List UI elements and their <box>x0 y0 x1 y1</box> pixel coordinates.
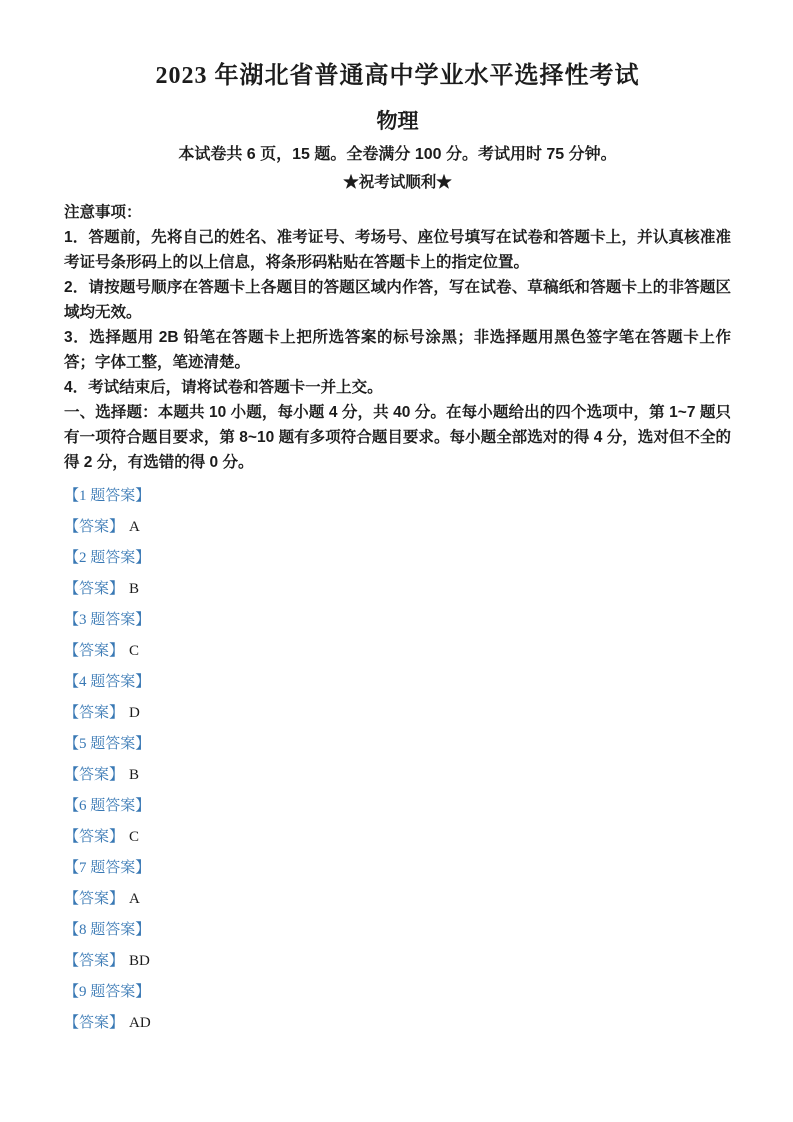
section-one-block <box>64 400 731 475</box>
answer-value: B <box>129 581 140 597</box>
question-7-answer-heading: 【7 题答案】 <box>64 860 151 876</box>
question-5-answer-heading: 【5 题答案】 <box>64 736 151 752</box>
question-3-answer-line <box>64 636 731 667</box>
question-9-answer-heading: 【9 题答案】 <box>64 984 151 1000</box>
answer-label: 【答案】 <box>64 705 125 721</box>
question-9-answer-line <box>64 1008 731 1039</box>
answer-label: 【答案】 <box>64 581 125 597</box>
answer-label: 【答案】 <box>64 519 125 535</box>
notice-item-1: 1．答题前，先将自己的姓名、准考证号、考场号、座位号填写在试卷和答题卡上，并认真核准准考证号条形码上的以上信息，将条形码粘贴在答题卡上的指定位置。 <box>64 229 731 271</box>
answer-value: A <box>129 891 140 907</box>
question-6-answer-line <box>64 822 731 853</box>
answer-value: C <box>129 829 140 845</box>
answers-list <box>64 481 731 1039</box>
exam-wish-line: ★祝考试顺利★ <box>343 174 452 191</box>
notices-block <box>64 200 731 400</box>
notice-item-2: 2．请按题号顺序在答题卡上各题目的答题区域内作答，写在试卷、草稿纸和答题卡上的非答题区域均无效。 <box>64 279 731 321</box>
question-6-answer-heading: 【6 题答案】 <box>64 798 151 814</box>
answer-label: 【答案】 <box>64 643 125 659</box>
answer-value: AD <box>129 1015 151 1031</box>
question-4-answer-heading: 【4 题答案】 <box>64 674 151 690</box>
answer-label: 【答案】 <box>64 891 125 907</box>
answer-label: 【答案】 <box>64 767 125 783</box>
answer-label: 【答案】 <box>64 829 125 845</box>
notices-heading: 注意事项： <box>64 204 142 221</box>
question-3-answer-heading: 【3 题答案】 <box>64 612 151 628</box>
answer-value: A <box>129 519 140 535</box>
question-7-answer-line <box>64 884 731 915</box>
answer-value: B <box>129 767 140 783</box>
exam-title: 2023 年湖北省普通高中学业水平选择性考试 <box>155 63 640 89</box>
question-2-answer-heading: 【2 题答案】 <box>64 550 151 566</box>
exam-subject: 物理 <box>376 109 419 133</box>
question-5-answer-line <box>64 760 731 791</box>
notice-item-3: 3．选择题用 2B 铅笔在答题卡上把所选答案的标号涂黑；非选择题用黑色签字笔在答题卡上作答；字体工整，笔迹清楚。 <box>64 329 731 371</box>
exam-info-line: 本试卷共 6 页，15 题。全卷满分 100 分。考试用时 75 分钟。 <box>178 146 617 163</box>
question-8-answer-heading: 【8 题答案】 <box>64 922 151 938</box>
section-one-intro: 一、选择题：本题共 10 小题，每小题 4 分，共 40 分。在每小题给出的四个选项中，第 1~7 题只有一项符合题目要求，第 8~10 题有多项符合题目要求。每小题全部选对的得 4 分，选对但不全的得 2 分，有选错的得 0 分。 <box>64 404 731 471</box>
answer-value: D <box>129 705 140 721</box>
notice-item-4: 4．考试结束后，请将试卷和答题卡一并上交。 <box>64 379 383 396</box>
question-4-answer-line <box>64 698 731 729</box>
answer-value: BD <box>129 953 150 969</box>
answer-value: C <box>129 643 140 659</box>
question-1-answer-heading: 【1 题答案】 <box>64 488 151 504</box>
answer-label: 【答案】 <box>64 1015 125 1031</box>
question-8-answer-line <box>64 946 731 977</box>
answer-label: 【答案】 <box>64 953 125 969</box>
question-1-answer-line <box>64 512 731 543</box>
question-2-answer-line <box>64 574 731 605</box>
